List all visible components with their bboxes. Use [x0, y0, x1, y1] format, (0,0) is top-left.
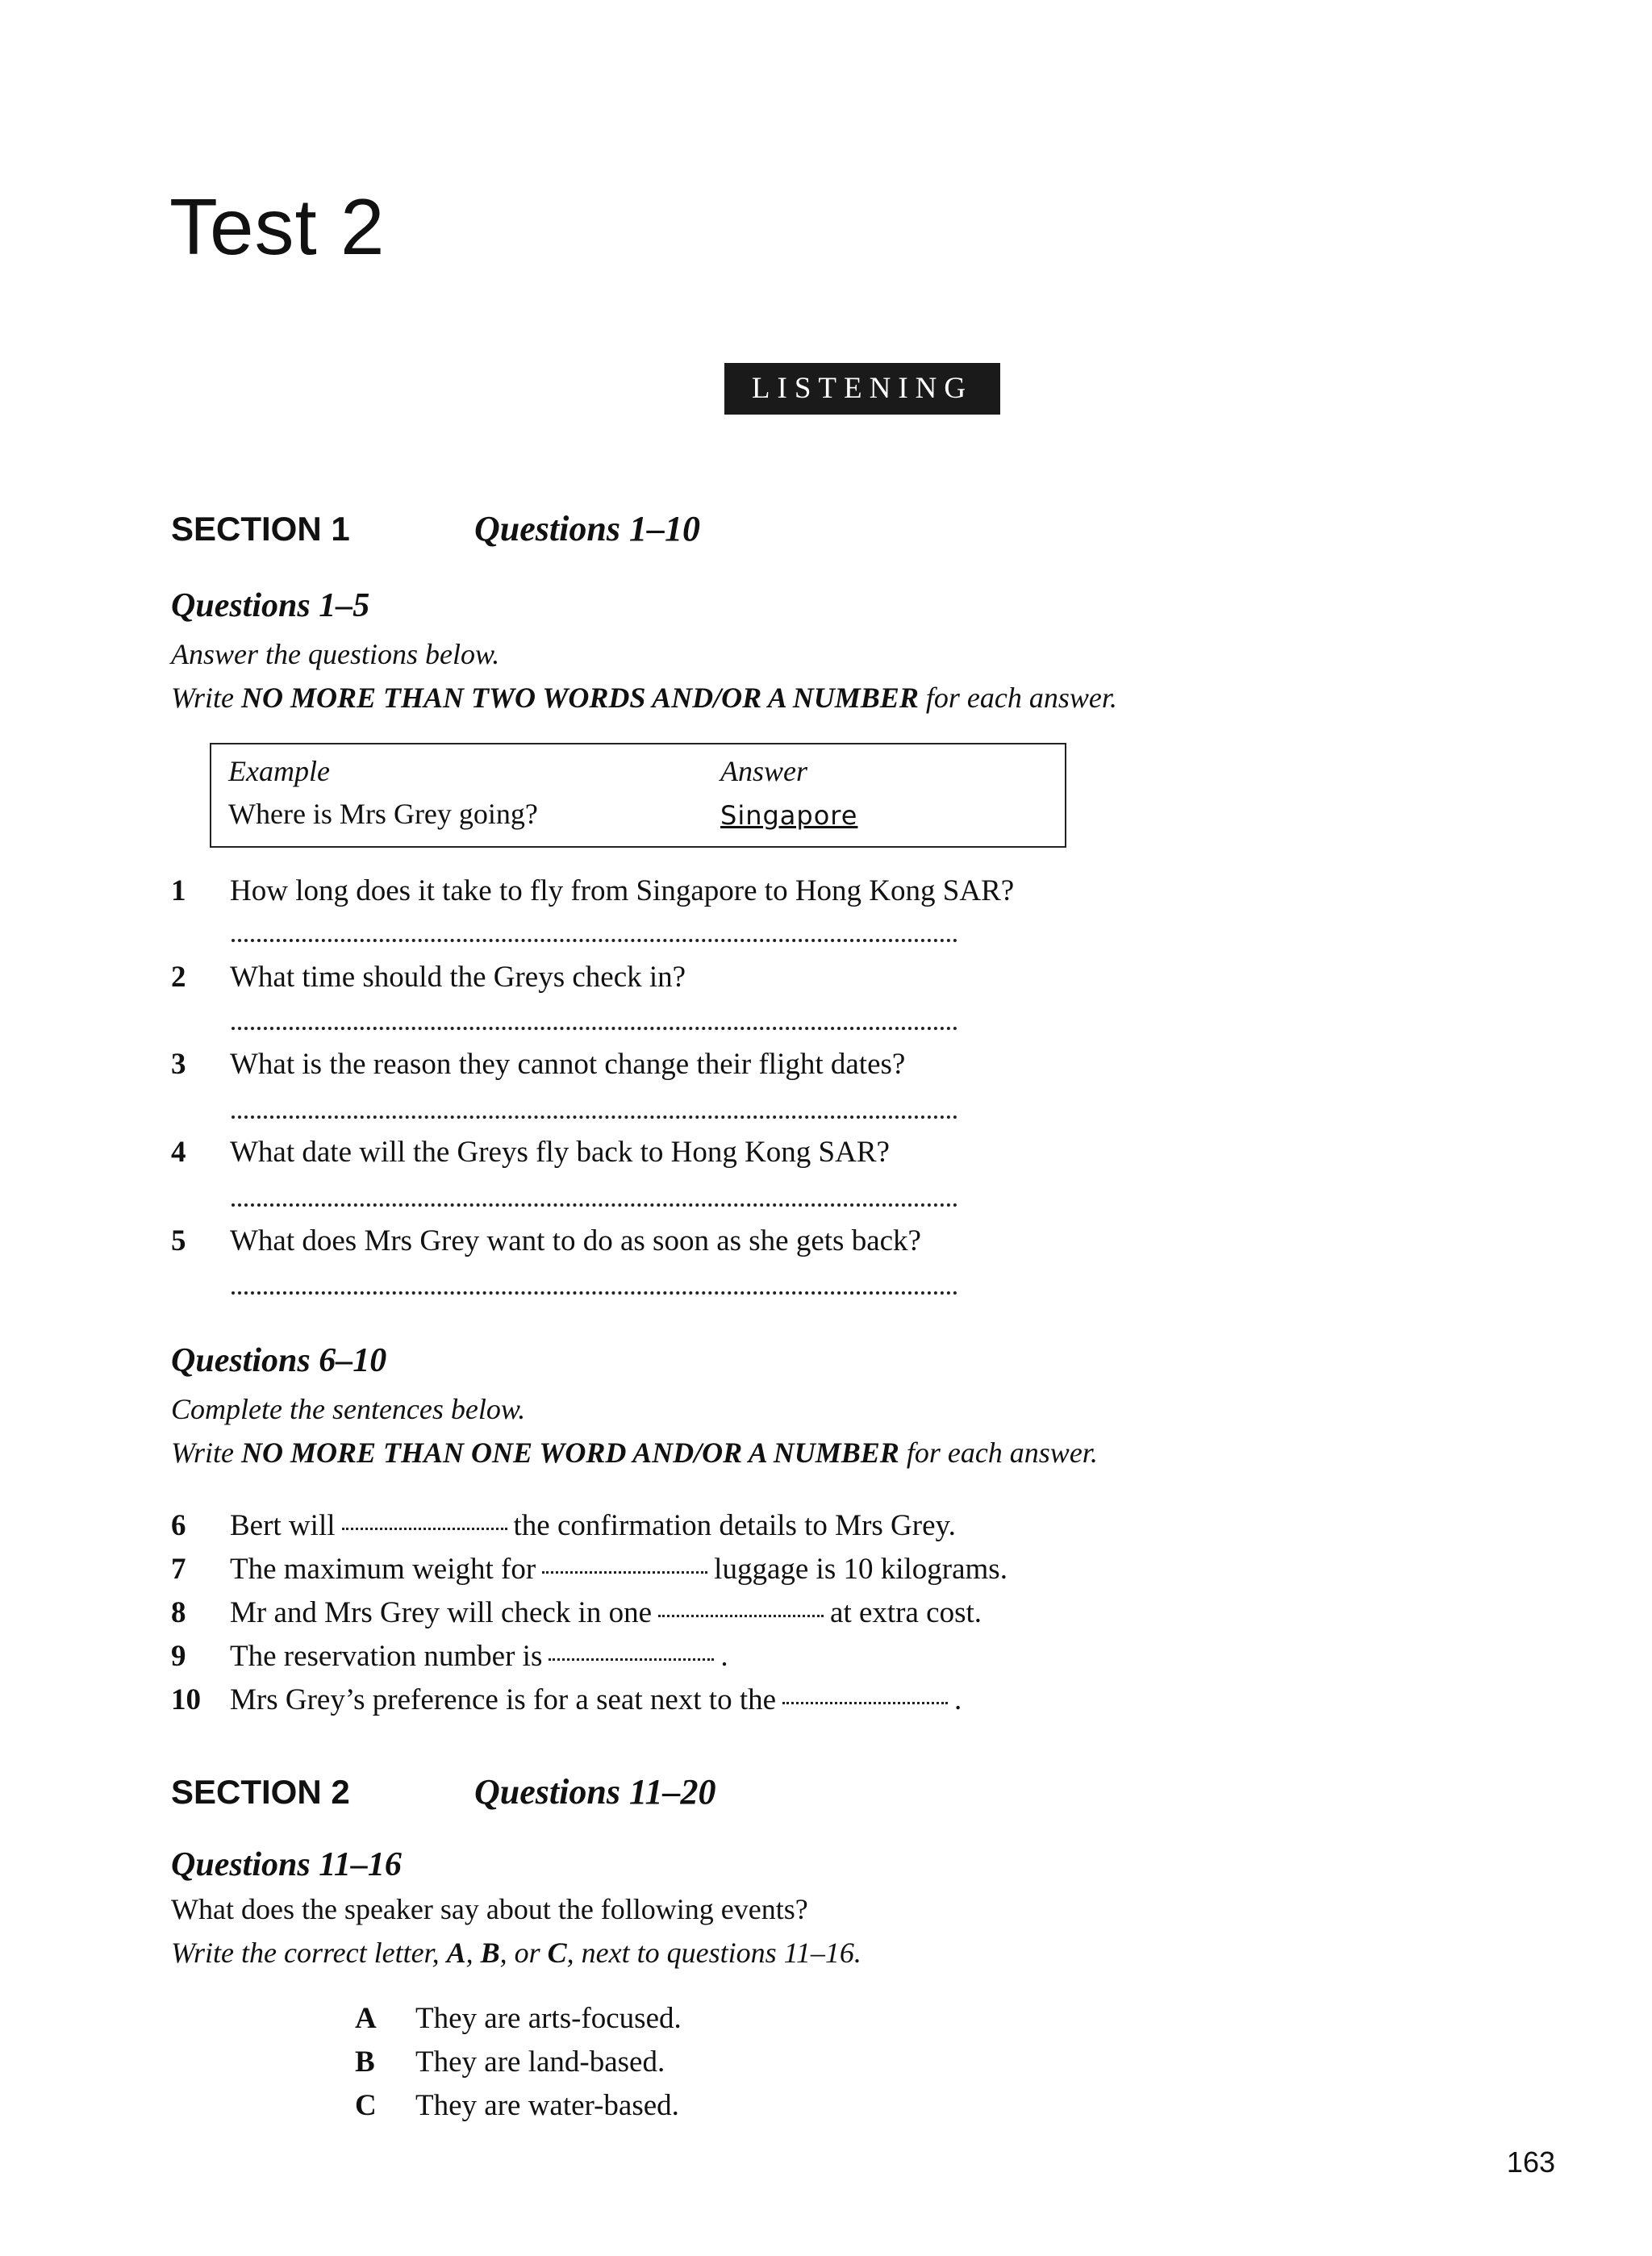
- answer-line-4[interactable]: [232, 1203, 957, 1207]
- questions-11-16-heading: Questions 11–16: [171, 1846, 402, 1883]
- example-box: [210, 743, 1066, 848]
- blank-8[interactable]: [658, 1615, 824, 1617]
- answer-line-2[interactable]: [232, 1027, 957, 1030]
- blank-10[interactable]: [782, 1702, 948, 1704]
- sentence-10: Mrs Grey’s preference is for a seat next to the .: [230, 1683, 962, 1716]
- blank-9[interactable]: [549, 1658, 714, 1661]
- question-number: 10: [171, 1683, 201, 1716]
- question-number: 1: [171, 874, 186, 907]
- questions-1-5-heading: Questions 1–5: [171, 587, 370, 624]
- question-number: 5: [171, 1224, 186, 1257]
- answer-line-1[interactable]: [232, 939, 957, 942]
- option-letter: A: [355, 2002, 377, 2035]
- question-number: 4: [171, 1136, 186, 1169]
- question-text: How long does it take to fly from Singapore to Hong Kong SAR?: [230, 874, 1015, 907]
- questions-1-5-instruction: Answer the questions below.: [171, 638, 500, 670]
- question-number: 8: [171, 1596, 186, 1629]
- sentence-8: Mr and Mrs Grey will check in one at extra cost.: [230, 1596, 982, 1629]
- questions-11-16-instruction: Write the correct letter, A, B, or C, next to questions 11–16.: [171, 1937, 861, 1969]
- questions-6-10-word-limit: Write NO MORE THAN ONE WORD AND/OR A NUMBER for each answer.: [171, 1437, 1098, 1469]
- section-1-heading: SECTION 1: [171, 510, 350, 548]
- page-title: Test 2: [169, 182, 386, 271]
- section-2-heading: SECTION 2: [171, 1773, 350, 1811]
- example-answer-label: Answer: [720, 755, 807, 787]
- questions-6-10-instruction: Complete the sentences below.: [171, 1393, 526, 1425]
- option-text: They are land-based.: [415, 2045, 665, 2079]
- section-2-range: Questions 11–20: [474, 1772, 716, 1812]
- option-letter: C: [355, 2089, 377, 2122]
- blank-6[interactable]: [342, 1528, 507, 1530]
- section-1-range: Questions 1–10: [474, 509, 700, 548]
- questions-11-16-question: What does the speaker say about the following events?: [171, 1893, 808, 1925]
- answer-line-3[interactable]: [232, 1115, 957, 1119]
- question-number: 3: [171, 1048, 186, 1081]
- questions-6-10-heading: Questions 6–10: [171, 1342, 387, 1379]
- question-number: 6: [171, 1509, 186, 1542]
- question-text: What date will the Greys fly back to Hong Kong SAR?: [230, 1136, 890, 1169]
- sentence-7: The maximum weight for luggage is 10 kilograms.: [230, 1553, 1007, 1586]
- option-letter: B: [355, 2045, 375, 2079]
- question-number: 9: [171, 1640, 186, 1673]
- question-text: What does Mrs Grey want to do as soon as she gets back?: [230, 1224, 921, 1257]
- sentence-6: Bert will the confirmation details to Mrs Grey.: [230, 1509, 956, 1542]
- question-text: What is the reason they cannot change their flight dates?: [230, 1048, 906, 1081]
- answer-line-5[interactable]: [232, 1291, 957, 1295]
- questions-1-5-word-limit: Write NO MORE THAN TWO WORDS AND/OR A NUMBER for each answer.: [171, 682, 1117, 714]
- sentence-9: The reservation number is .: [230, 1640, 728, 1673]
- example-answer: Singapore: [720, 800, 858, 831]
- option-text: They are arts-focused.: [415, 2002, 682, 2035]
- blank-7[interactable]: [542, 1571, 707, 1574]
- question-number: 2: [171, 961, 186, 994]
- page-number: 163: [1506, 2145, 1555, 2179]
- question-text: What time should the Greys check in?: [230, 961, 686, 994]
- option-text: They are water-based.: [415, 2089, 679, 2122]
- example-question: Where is Mrs Grey going?: [228, 798, 538, 830]
- listening-banner: LISTENING: [724, 363, 1000, 415]
- example-label: Example: [228, 755, 330, 787]
- question-number: 7: [171, 1553, 186, 1586]
